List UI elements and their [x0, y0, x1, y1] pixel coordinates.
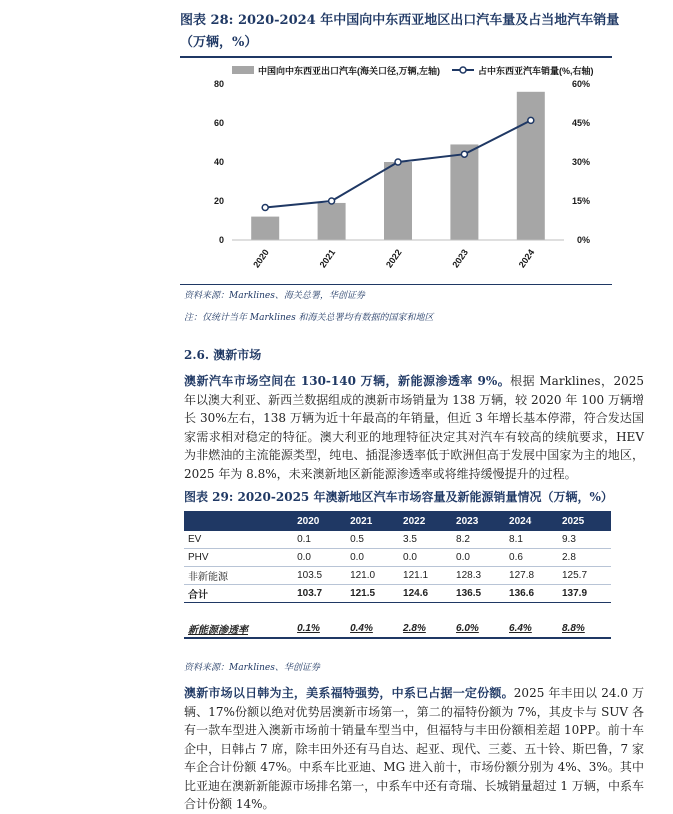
left-axis-tick: 80	[213, 79, 224, 89]
chart-legend	[232, 65, 594, 76]
paragraph-ausnz-market	[184, 372, 644, 483]
x-tick-label: 2022	[383, 247, 404, 270]
table-cell: 0.0	[399, 549, 452, 567]
table-cell: 0.1	[293, 531, 346, 549]
paragraph-lead: 澳新市场以日韩为主，美系福特强势，中系已占据一定份额。	[184, 686, 514, 700]
table-cell: 新能源渗透率	[184, 620, 293, 638]
table-cell: 合计	[184, 585, 293, 603]
paragraph-body: 2025 年丰田以 24.0 万辆、17%份额以绝对优势居澳新市场第一，第二的福特份额为 7%，其皮卡与 SUV 各有一款车型进入澳新市场前十销量车型当中，但福特与丰田份额相差超 10PP。前十车企中，日韩占 7 席，除丰田外还有马自达、起亚、现代、三菱、五十铃、斯巴鲁，7 家车企合计份额 47%。中系车比亚迪、MG 进入前十，市场份额分别为 4%、3%。其中比亚迪在澳新新能源市场排名第一，中系车中还有奇瑞、长城销量超过 1 万辆，中系车合计份额 14%。	[184, 686, 644, 811]
table-cell: 103.7	[293, 585, 346, 603]
table-header-cell: 2022	[399, 511, 452, 531]
table-cell: 6.4%	[505, 620, 558, 638]
paragraph-lead: 澳新汽车市场空间在 130-140 万辆，新能源渗透率 9%。	[184, 374, 511, 388]
x-tick-label: 2021	[317, 247, 338, 270]
table-cell: 0.1%	[293, 620, 346, 638]
table-cell: 0.4%	[346, 620, 399, 638]
table-cell: 非新能源	[184, 567, 293, 585]
table-cell: 0.0	[346, 549, 399, 567]
table-cell: 125.7	[558, 567, 611, 585]
legend-bar-swatch	[232, 66, 254, 74]
table-cell: 9.3	[558, 531, 611, 549]
left-axis-tick: 60	[213, 118, 224, 128]
export-chart	[180, 56, 612, 286]
right-axis-tick: 60%	[571, 79, 590, 89]
table-cell: 136.6	[505, 585, 558, 603]
table-cell: 124.6	[399, 585, 452, 603]
left-axis-tick: 0	[218, 235, 224, 245]
bar-2022	[384, 162, 412, 240]
right-axis-tick: 0%	[576, 235, 590, 245]
table-cell: 8.8%	[558, 620, 611, 638]
table-cell: 137.9	[558, 585, 611, 603]
figure-note: 注：仅统计当年 Marklines 和海关总署均有数据的国家和地区	[184, 313, 434, 323]
table-cell: EV	[184, 531, 293, 549]
chart-bottom-rule	[180, 284, 612, 285]
table-spacer-cell	[184, 603, 611, 621]
table-cell: 103.5	[293, 567, 346, 585]
paragraph-body: 根据 Marklines，2025 年以澳大利亚、新西兰数据组成的澳新市场销量为 138 万辆，较 2020 年 100 万辆增长 30%左右，138 万辆为近十年最高的年销量，但近 3 年增长基本停滞，符合发达国家需求相对稳定的特征。澳大利亚的地理特征决定其对汽车有较高的续航要求，HEV 为非燃油的主流能源类型，纯电、插混渗透率低于欧洲但高于发展中国家为主的地区，2025 年为 8.8%，未来澳新地区新能源渗透率或将维持缓慢提升的过程。	[184, 374, 644, 481]
share-point-2023	[461, 151, 467, 157]
x-tick-label: 2023	[450, 247, 471, 270]
table-cell: 121.0	[346, 567, 399, 585]
share-point-2024	[528, 117, 534, 123]
right-axis-tick: 15%	[571, 196, 590, 206]
table-header-cell: 2023	[452, 511, 505, 531]
x-tick-label: 2020	[251, 247, 271, 270]
table-header-cell: 2024	[505, 511, 558, 531]
legend-line-marker	[460, 67, 466, 73]
table-cell: 8.1	[505, 531, 558, 549]
share-point-2020	[262, 205, 268, 211]
table-cell: 6.0%	[452, 620, 505, 638]
table-cell: 2.8%	[399, 620, 452, 638]
right-axis-tick: 30%	[571, 157, 590, 167]
table-source: 资料来源：Marklines、华创证券	[184, 663, 320, 673]
table-cell: 3.5	[399, 531, 452, 549]
bar-2024	[517, 92, 545, 240]
table-cell: 128.3	[452, 567, 505, 585]
legend-bar-label: 中国向中东西亚出口汽车(海关口径,万辆,左轴)	[258, 66, 440, 76]
table-cell: 127.8	[505, 567, 558, 585]
table-cell: 121.1	[399, 567, 452, 585]
table-header-cell: 2021	[346, 511, 399, 531]
table-cell: 121.5	[346, 585, 399, 603]
table-cell: 0.0	[293, 549, 346, 567]
table-row	[184, 531, 611, 549]
table-cell: 0.0	[452, 549, 505, 567]
bar-2020	[251, 217, 279, 240]
table-spacer-row	[184, 603, 611, 621]
table-header-cell: 2025	[558, 511, 611, 531]
legend-line-label: 占中东西亚汽车销量(%,右轴)	[478, 66, 594, 76]
table-cell: 136.5	[452, 585, 505, 603]
table-header-cell: 2020	[293, 511, 346, 531]
left-axis-tick: 40	[213, 157, 224, 167]
table-penetration-row	[184, 620, 611, 638]
share-point-2021	[329, 198, 335, 204]
table-title: 图表 29: 2020-2025 年澳新地区汽车市场容量及新能源销量情况（万辆，%）	[184, 490, 613, 504]
table-header-cell	[184, 511, 293, 531]
figure-title: 图表 28: 2020-2024 年中国向中东西亚地区出口汽车量及占当地汽车销量（万辆，%）	[180, 13, 620, 50]
figure-source: 资料来源：Marklines、海关总署，华创证券	[184, 291, 365, 301]
share-point-2022	[395, 159, 401, 165]
table-cell: 8.2	[452, 531, 505, 549]
left-axis-tick: 20	[213, 196, 224, 206]
table-cell: PHV	[184, 549, 293, 567]
bar-2021	[318, 203, 346, 240]
ausnz-market-table	[184, 511, 611, 639]
section-heading: 2.6. 澳新市场	[184, 348, 262, 362]
table-row	[184, 549, 611, 567]
paragraph-brands	[184, 684, 644, 814]
table-header-row	[184, 511, 611, 531]
table-row	[184, 567, 611, 585]
bar-2023	[450, 144, 478, 240]
table-total-row	[184, 585, 611, 603]
x-tick-label: 2024	[516, 247, 537, 270]
right-axis-tick: 45%	[571, 118, 590, 128]
table-cell: 0.5	[346, 531, 399, 549]
table-cell: 0.6	[505, 549, 558, 567]
table-cell: 2.8	[558, 549, 611, 567]
